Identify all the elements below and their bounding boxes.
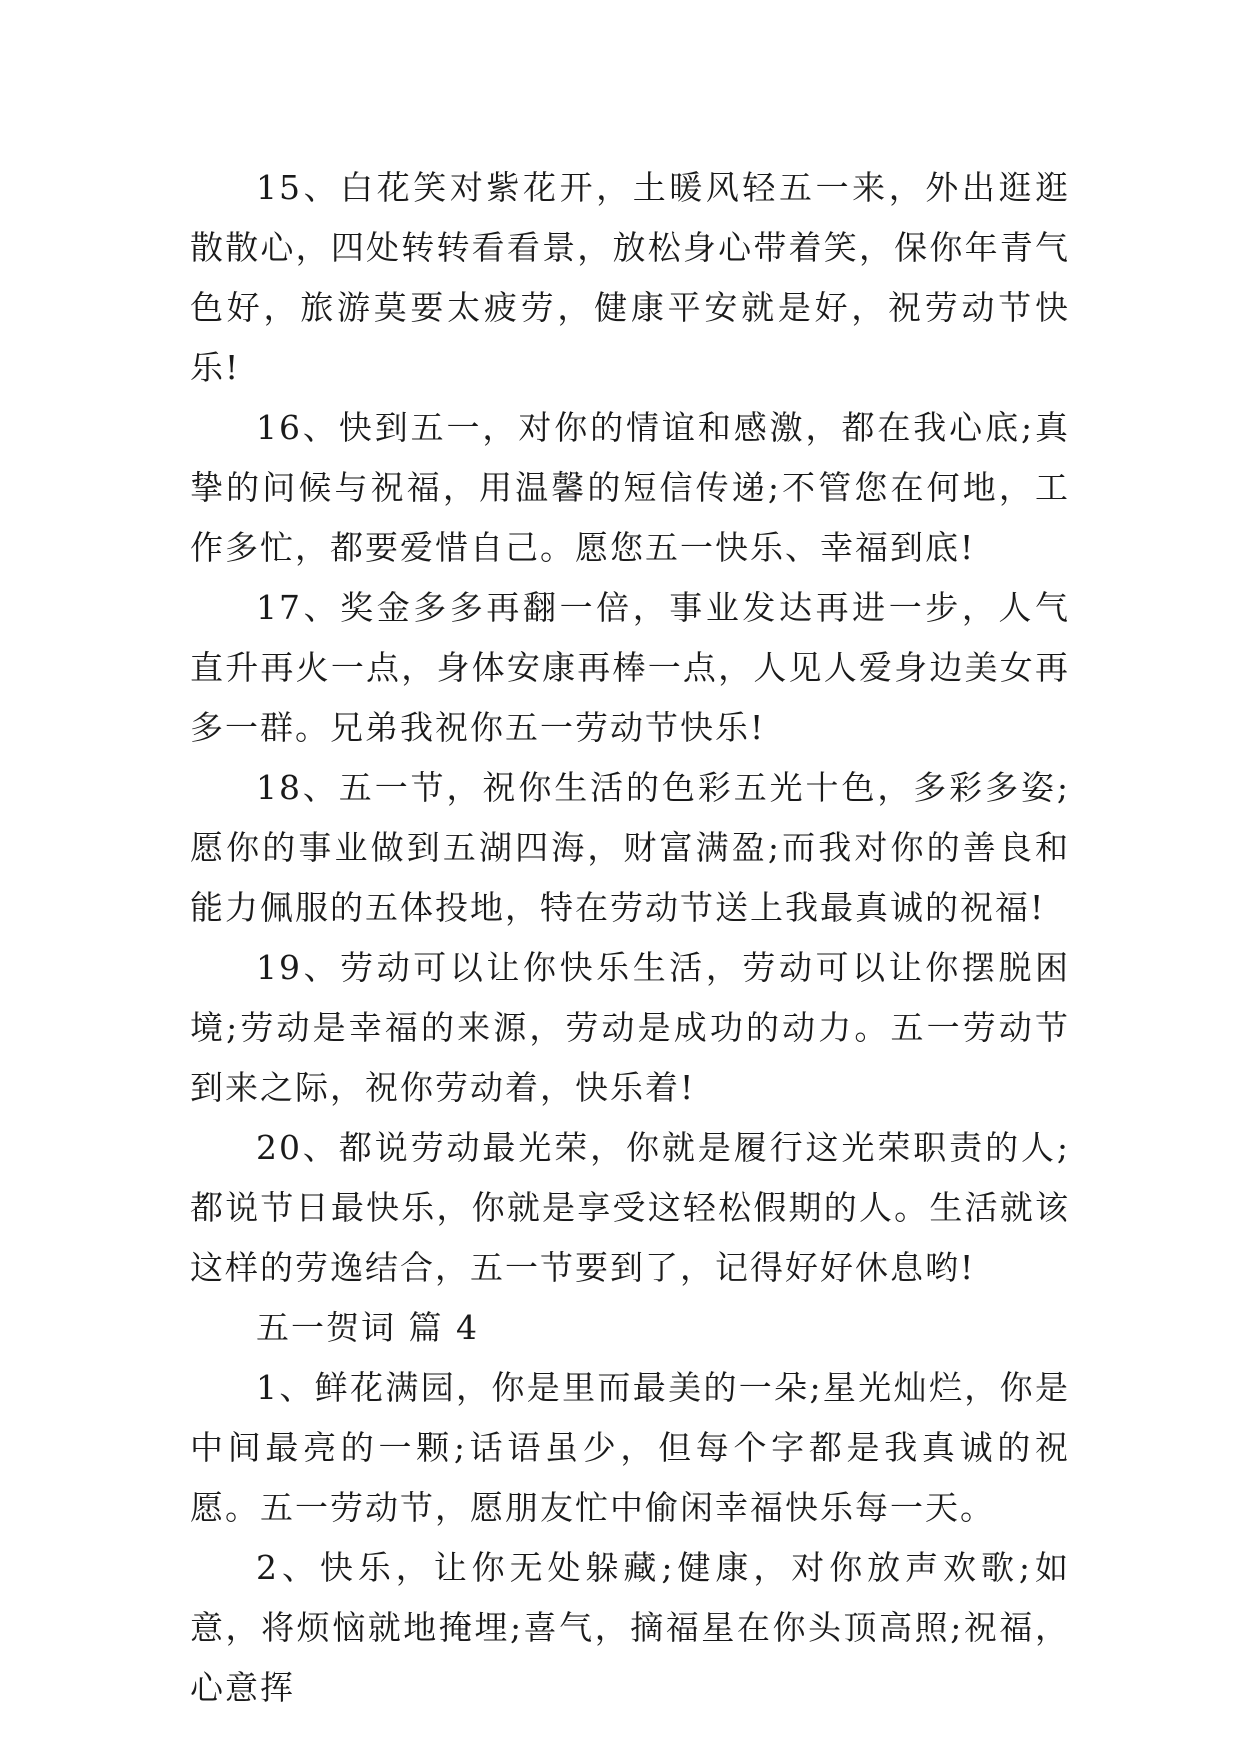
paragraph-19: 19、劳动可以让你快乐生活，劳动可以让你摆脱困境;劳动是幸福的来源，劳动是成功的动力。五一劳动节到来之际，祝你劳动着，快乐着!	[190, 948, 1070, 1107]
document-body	[190, 158, 1070, 1718]
paragraph-18: 18、五一节，祝你生活的色彩五光十色，多彩多姿;愿你的事业做到五湖四海，财富满盈;而我对你的善良和能力佩服的五体投地，特在劳动节送上我最真诚的祝福!	[190, 768, 1070, 927]
paragraph-20: 20、都说劳动最光荣，你就是履行这光荣职责的人;都说节日最快乐，你就是享受这轻松假期的人。生活就该这样的劳逸结合，五一节要到了，记得好好休息哟!	[190, 1128, 1070, 1287]
section-paragraph-2: 2、快乐，让你无处躲藏;健康，对你放声欢歌;如意，将烦恼就地掩埋;喜气，摘福星在你头顶高照;祝福，心意挥	[190, 1548, 1070, 1707]
section-paragraph-1: 1、鲜花满园，你是里而最美的一朵;星光灿烂，你是中间最亮的一颗;话语虽少，但每个字都是我真诚的祝愿。五一劳动节，愿朋友忙中偷闲幸福快乐每一天。	[190, 1368, 1070, 1527]
paragraph-16: 16、快到五一，对你的情谊和感激，都在我心底;真挚的问候与祝福，用温馨的短信传递;不管您在何地，工作多忙，都要爱惜自己。愿您五一快乐、幸福到底!	[190, 408, 1070, 567]
section-heading: 五一贺词 篇 4	[256, 1308, 479, 1347]
paragraph-15: 15、白花笑对紫花开，土暖风轻五一来，外出逛逛散散心，四处转转看看景，放松身心带着笑，保你年青气色好，旅游莫要太疲劳，健康平安就是好，祝劳动节快乐!	[190, 168, 1070, 387]
paragraph-17: 17、奖金多多再翻一倍，事业发达再进一步，人气直升再火一点，身体安康再棒一点，人见人爱身边美女再多一群。兄弟我祝你五一劳动节快乐!	[190, 588, 1070, 747]
